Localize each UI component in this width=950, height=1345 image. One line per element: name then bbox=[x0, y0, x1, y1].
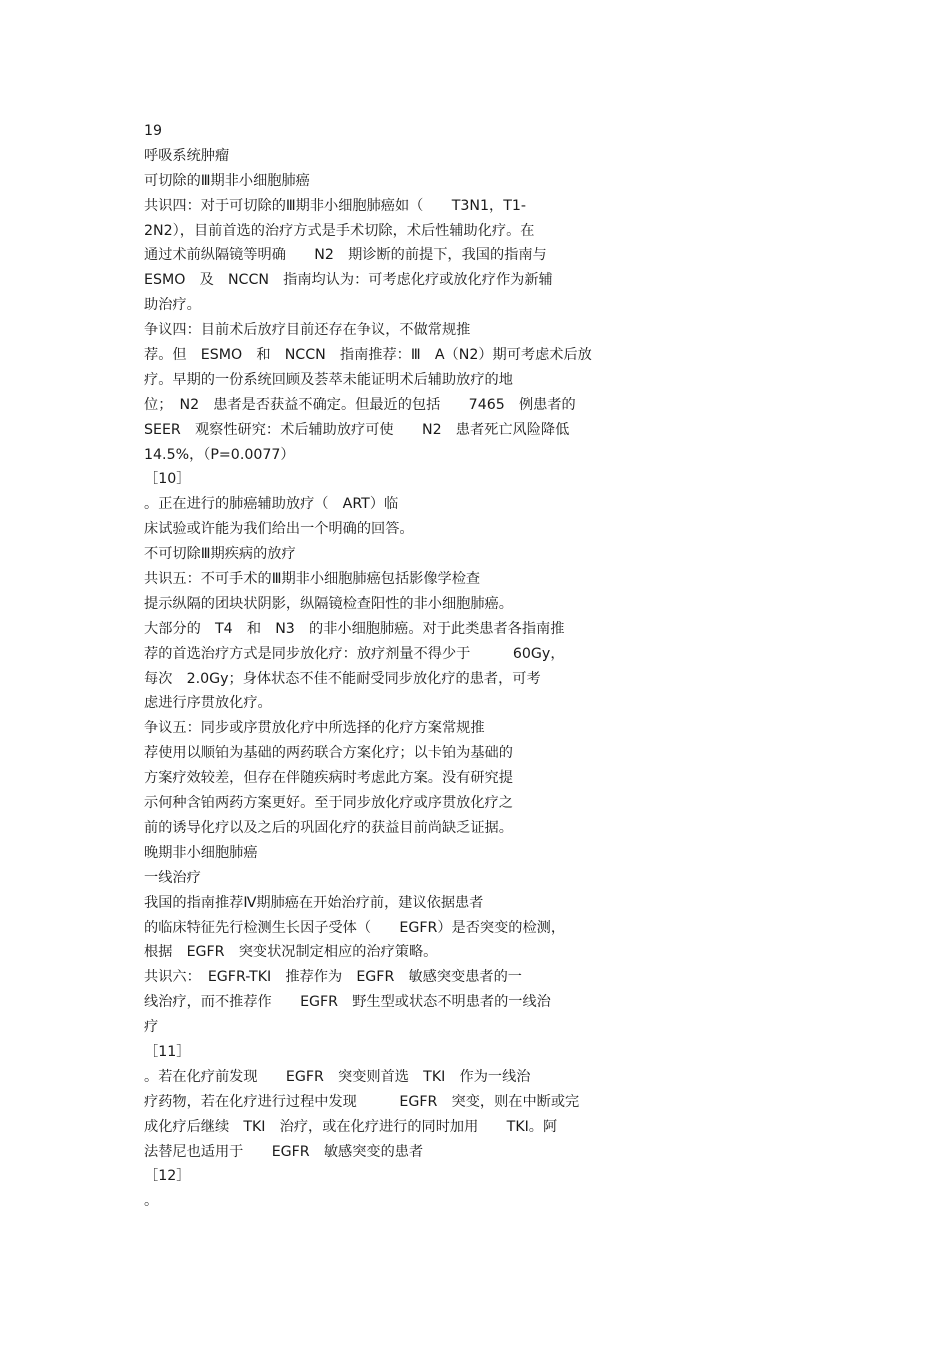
document-body bbox=[144, 119, 644, 1214]
text-line: 2N2），目前首选的治疗方式是手术切除，术后性辅助化疗。在 bbox=[144, 222, 535, 239]
text-line: 共识六： EGFR-TKI 推荐作为 EGFR 敏感突变患者的一 bbox=[144, 969, 522, 986]
text-line: 荐的首选治疗方式是同步放化疗：放疗剂量不得少于 60Gy， bbox=[144, 645, 565, 662]
text-line: 方案疗效较差，但存在伴随疾病时考虑此方案。没有研究提 bbox=[144, 770, 513, 787]
text-line: SEER 观察性研究：术后辅助放疗可使 N2 患者死亡风险降低 bbox=[144, 421, 570, 438]
citation-ref: ［12］ bbox=[144, 1168, 191, 1185]
subsection-heading: 一线治疗 bbox=[144, 869, 201, 886]
subsection-heading: 晚期非小细胞肺癌 bbox=[144, 844, 258, 861]
text-line: 通过术前纵隔镜等明确 N2 期诊断的前提下，我国的指南与 bbox=[144, 247, 547, 264]
section-heading: 呼吸系统肿瘤 bbox=[144, 147, 230, 164]
text-line: 荐使用以顺铂为基础的两药联合方案化疗；以卡铂为基础的 bbox=[144, 745, 513, 762]
text-line: 疗 bbox=[144, 1019, 159, 1036]
text-line: 每次 2.0Gy；身体状态不佳不能耐受同步放化疗的患者，可考 bbox=[144, 670, 541, 687]
text-line: 示何种含铂两药方案更好。至于同步放化疗或序贯放化疗之 bbox=[144, 795, 513, 812]
text-line: 。正在进行的肺癌辅助放疗（ ART）临 bbox=[144, 496, 399, 513]
text-line: 共识四：对于可切除的Ⅲ期非小细胞肺癌如（ T3N1，T1- bbox=[144, 197, 527, 214]
citation-ref: ［11］ bbox=[144, 1043, 191, 1060]
text-line: 法替尼也适用于 EGFR 敏感突变的患者 bbox=[144, 1143, 424, 1160]
text-line: 床试验或许能为我们给出一个明确的回答。 bbox=[144, 521, 414, 538]
subsection-heading: 可切除的Ⅲ期非小细胞肺癌 bbox=[144, 172, 310, 189]
text-line: 的临床特征先行检测生长因子受体（ EGFR）是否突变的检测， bbox=[144, 919, 566, 936]
text-line: 。 bbox=[144, 1193, 159, 1210]
text-line: 荐。但 ESMO 和 NCCN 指南推荐：Ⅲ A（N2）期可考虑术后放 bbox=[144, 347, 592, 364]
text-line: 疗药物，若在化疗进行过程中发现 EGFR 突变，则在中断或完 bbox=[144, 1093, 580, 1110]
text-line: ESMO 及 NCCN 指南均认为：可考虑化疗或放化疗作为新辅 bbox=[144, 272, 553, 289]
text-line: 争议四：目前术后放疗目前还存在争议，不做常规推 bbox=[144, 322, 471, 339]
text-line: 。若在化疗前发现 EGFR 突变则首选 TKI 作为一线治 bbox=[144, 1068, 531, 1085]
text-line: 位； N2 患者是否获益不确定。但最近的包括 7465 例患者的 bbox=[144, 396, 576, 413]
page-number: 19 bbox=[144, 123, 163, 139]
text-line: 前的诱导化疗以及之后的巩固化疗的获益目前尚缺乏证据。 bbox=[144, 819, 513, 836]
citation-ref: ［10］ bbox=[144, 471, 191, 488]
text-line: 共识五：不可手术的Ⅲ期非小细胞肺癌包括影像学检查 bbox=[144, 571, 481, 588]
text-line: 我国的指南推荐Ⅳ期肺癌在开始治疗前，建议依据患者 bbox=[144, 894, 484, 911]
text-line: 虑进行序贯放化疗。 bbox=[144, 695, 272, 712]
text-line: 线治疗，而不推荐作 EGFR 野生型或状态不明患者的一线治 bbox=[144, 994, 551, 1011]
text-line: 提示纵隔的团块状阴影，纵隔镜检查阳性的非小细胞肺癌。 bbox=[144, 595, 513, 612]
text-line: 助治疗。 bbox=[144, 297, 201, 314]
subsection-heading: 不可切除Ⅲ期疾病的放疗 bbox=[144, 546, 296, 563]
text-line: 14.5%，（P=0.0077） bbox=[144, 446, 295, 463]
text-line: 疗。早期的一份系统回顾及荟萃未能证明术后辅助放疗的地 bbox=[144, 371, 513, 388]
text-line: 大部分的 T4 和 N3 的非小细胞肺癌。对于此类患者各指南推 bbox=[144, 620, 565, 637]
text-line: 争议五：同步或序贯放化疗中所选择的化疗方案常规推 bbox=[144, 720, 485, 737]
text-line: 根据 EGFR 突变状况制定相应的治疗策略。 bbox=[144, 944, 438, 961]
text-line: 成化疗后继续 TKI 治疗，或在化疗进行的同时加用 TKI。阿 bbox=[144, 1118, 558, 1135]
